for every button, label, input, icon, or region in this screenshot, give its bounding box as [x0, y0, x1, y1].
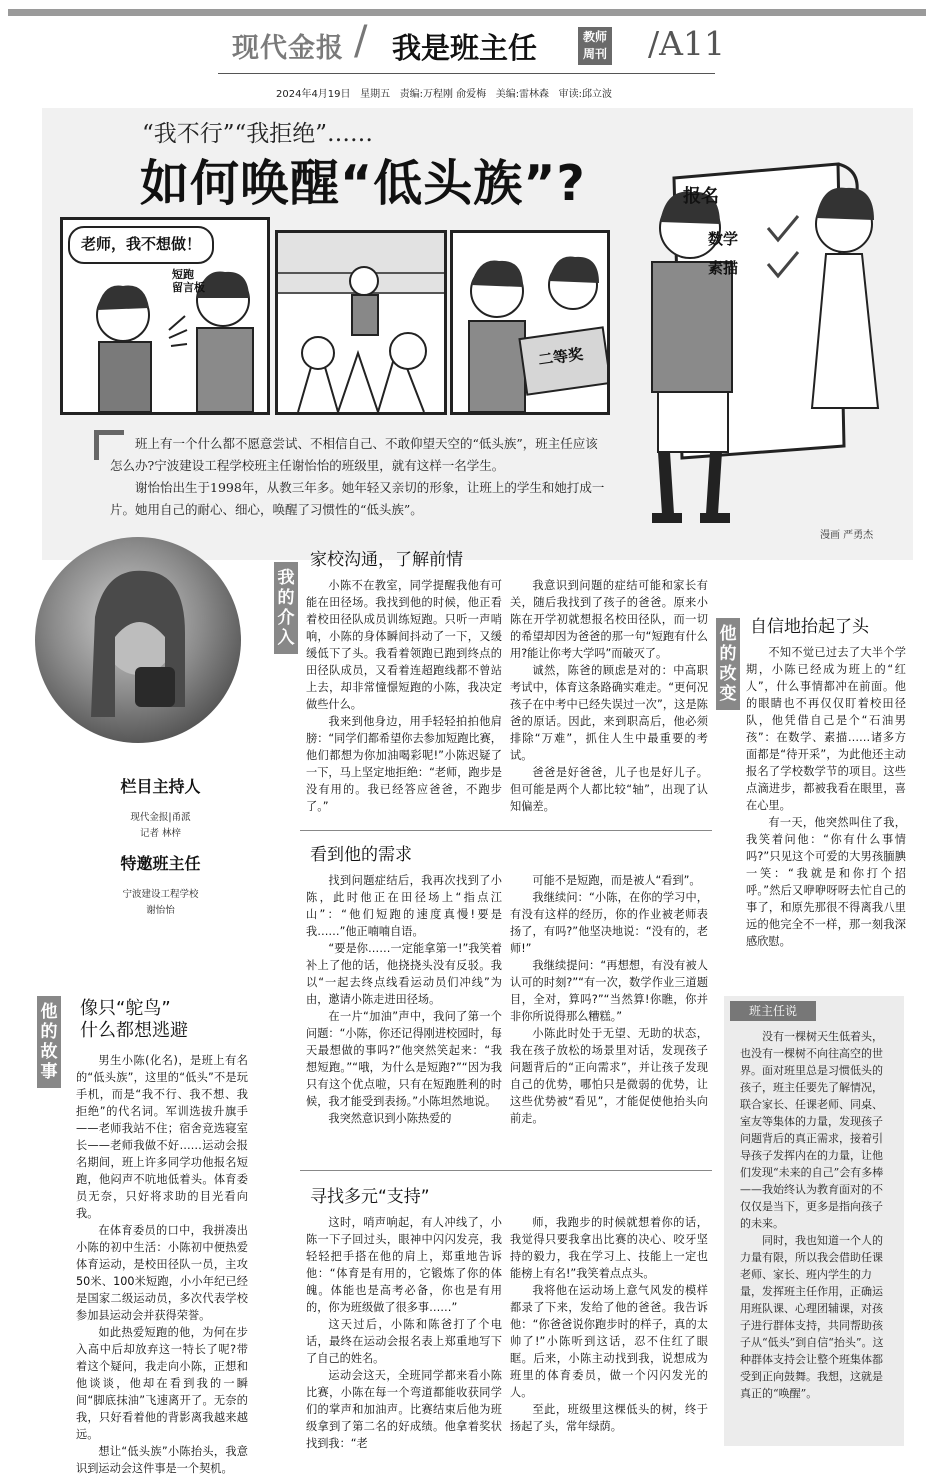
- teacher-note-text: [740, 1028, 890, 1402]
- change-para1: 不知不觉已过去了大半个学期，小陈已经成为班上的“红人”，什么事情都冲在前面。他的眼睛也不再仅仅盯着校田径队，他凭借自己是个“石油男孩”：在数学、素描……诸多方面都是“待开采”，为此他还主动报名了学校数学节的项目。这些点滴进步，都被我看在眼里，喜在心里。: [746, 646, 906, 812]
- story-para4: 想让“低头族”小陈抬头，我意识到运动会这件事是一个契机。: [76, 1445, 248, 1475]
- section2-title: 看到他的需求: [310, 845, 412, 865]
- top-rule-bar: [8, 9, 926, 16]
- intro-paragraphs: [110, 433, 608, 521]
- section1-col1-para2: 我来到他身边，用手轻轻拍拍他肩膀：“同学们都希望你去参加短跑比赛，他们都想为你加油喝彩呢!”小陈迟疑了一下，马上坚定地拒绝：“老师，跑步是没有用的。我已经答应爸爸，不跑步了。”: [306, 715, 502, 813]
- comic-panel-2: [275, 230, 447, 415]
- section2-col2-para1: 可能不是短跑，而是被人“看到”。: [532, 874, 701, 887]
- section3-column1: [306, 1214, 502, 1452]
- masthead-rule: [218, 73, 715, 74]
- change-title: 自信地抬起了头: [750, 617, 869, 637]
- tab-my-intervention: 我的介入: [274, 562, 298, 654]
- section3-col1-para2: 这天过后，小陈和陈爸打了个电话，最终在运动会报名表上郑重地写下了自己的姓名。: [306, 1318, 502, 1365]
- section3-col1-para3: 运动会这天，全班同学都来看小陈比赛，小陈在每一个弯道都能收获同学们的掌声和加油声。比赛结束后他为班级拿到了第二名的好成绩。他拿着奖状找到我：“老: [306, 1369, 502, 1450]
- section1-column2: [510, 577, 708, 815]
- comic-student-progress-illustration: [612, 158, 912, 530]
- tab-his-change: 他的改变: [716, 618, 740, 710]
- section2-col1-para4: 我突然意识到小陈热爱的: [328, 1112, 452, 1125]
- comic-word-sprint: 短跑: [172, 268, 194, 281]
- comic-word-sketch: 素描: [708, 259, 739, 277]
- section2-col2-para4: 小陈此时处于无望、无助的状态，我在孩子放松的场景里对话，发现孩子问题背后的“正向需求”，并让孩子发现自己的优势，哪怕只是微弱的优势，让这些优势被“看见”，才能促使他抬头向前走。: [510, 1027, 708, 1125]
- masthead-separator: /: [354, 18, 368, 64]
- story-para1: 男生小陈(化名)，是班上有名的“低头族”，这里的“低头”不是玩手机，而是“我不行、我不想、我拒绝”的代名词。军训选拔升旗手——老师我站不住；宿舍竞选寝室长——老师我做不好……运动会报名期间，班上许多同学功他报名短跑，他闷声不吭地低着头。体育委员无奈，只好将求助的目光看向我。: [76, 1054, 248, 1220]
- intro-paragraph-2: 谢怡怡出生于1998年，从教三年多。她年轻又亲切的形象，让班上的学生和她打成一片。她用自己的耐心、细心，唤醒了习惯性的“低头族”。: [110, 480, 605, 517]
- section3-col1-para1: 这时，哨声响起，有人冲线了，小陈一下子回过头，眼神中闪闪发亮，我轻轻把手搭在他的肩上，郑重地告诉他：“体育是有用的，它锻炼了你的体魄。体能也是高考必备，你也是有用的，你为班级做了很多事……”: [306, 1216, 502, 1314]
- comic-word-math: 数学: [708, 230, 739, 248]
- headline: 如何唤醒“低头族”?: [140, 155, 586, 212]
- weekly-badge: [578, 27, 612, 65]
- section1-column1: [306, 577, 502, 815]
- story-title-line2: 什么都想逃避: [80, 1020, 188, 1041]
- section3-title: 寻找多元“支持”: [310, 1187, 430, 1207]
- comic-panel-3: [450, 230, 610, 415]
- host-line1: 现代金报|甬派: [130, 812, 191, 823]
- teacher-avatar: [35, 537, 241, 743]
- teacher-note-label: 班主任说: [730, 1001, 816, 1021]
- comic-award-illustration: [453, 233, 607, 412]
- intro-paragraph-1: 班上有一个什么都不愿意尝试、不相信自己、不敢仰望天空的“低头族”，班主任应该怎么办?宁波建设工程学校班主任谢怡怡的班级里，就有这样一名学生。: [110, 436, 598, 473]
- tab-his-story: 他的故事: [37, 996, 61, 1088]
- section-title: 我是班主任: [392, 31, 538, 65]
- illustration-credit: 漫画 严勇杰: [820, 530, 874, 541]
- section2-col1-para2: “要是你……一定能拿第一!”我笑着补上了他的话，他挠挠头没有反驳。我以“一起去终点线看运动员们冲线”为由，邀请小陈走进田径场。: [306, 942, 502, 1006]
- section3-column2: [510, 1214, 708, 1435]
- comic-team-celebration-illustration: [278, 233, 444, 412]
- guest-line1: 宁波建设工程学校: [122, 889, 199, 900]
- teacher-note-para1: 没有一棵树天生低着头，也没有一棵树不向往高空的世界。面对班里总是习惯低头的孩子，班主任要先了解情况，联合家长、任课老师、同桌、室友等集体的力量，发现孩子问题背后的真正需求，接着引导孩子发挥内在的力量，让他们发现“未来的自己”会有多棒——我始终认为教育面对的不仅仅是当下，更多是指向孩子的未来。: [740, 1030, 884, 1230]
- host-title: 栏目主持人: [120, 777, 201, 796]
- section1-title: 家校沟通，了解前情: [310, 550, 463, 570]
- comic-word-signup: 报名: [683, 186, 719, 207]
- story-column: [76, 1052, 248, 1477]
- column-host-box: [78, 758, 243, 916]
- section2-col2-para2: 我继续问：“小陈，在你的学习中，有没有这样的经历，你的作业被老师表扬了，有吗?”他坚决地说：“没有的，老师!”: [510, 891, 708, 955]
- teacher-portrait-illustration: [35, 537, 241, 743]
- section2-column2: [510, 872, 708, 1127]
- guest-line2: 谢怡怡: [146, 905, 175, 916]
- publication-name: 现代金报: [232, 33, 344, 64]
- section2-col1-para3: 在一片“加油”声中，我问了第一个问题：“小陈，你还记得刚进校园时，每天最想做的事吗?”他突然笑起来：“我想短跑。”“哦，为什么是短跑?”“因为我只有这个优点啦，只有在短跑胜利的时候，我才能受到表扬。”小陈坦然地说。: [306, 1010, 502, 1108]
- story-para2: 在体育委员的口中，我拼凑出小陈的初中生活：小陈初中便热爱体育运动，是校田径队一员，主攻50米、100米短跑，小小年纪已经是国家二级运动员，多次代表学校参加县运动会并获得荣誉。: [76, 1224, 248, 1322]
- award-certificate-text: 二等奖: [537, 344, 585, 370]
- change-para2: 有一天，他突然叫住了我，我笑着问他：“你有什么事情吗?”只见这个可爱的大男孩腼腆一笑：“我就是和你打个招呼。”然后又咿咿呀呀去忙自己的事了，和原先那很不得离我八里远的他完全不一样，那一刻我深感欣慰。: [746, 816, 906, 948]
- badge-line2: 周刊: [582, 47, 607, 61]
- page-number: /A11: [648, 24, 725, 63]
- story-para3: 如此热爱短跑的他，为何在步入高中后却放弃这一特长了呢?带着这个疑问，我走向小陈，正想和他谈谈，他却在看到我的一瞬间“脚底抹油”飞速离开了。无奈的我，只好看着他的背影离我越来越远。: [76, 1326, 248, 1441]
- section2-col2-para3: 我继续提问：“再想想，有没有被人认可的时刻?”“有一次，数学作业三道题目，全对，算吗?”“当然算!你瞧，你并非你所说得那么糟糕。”: [510, 959, 708, 1023]
- comic-word-board: 留言板: [172, 281, 205, 294]
- section-divider-2: [300, 1170, 712, 1171]
- comic-label-sprint: [172, 268, 205, 294]
- story-title-line1: 像只“鸵鸟”: [80, 998, 171, 1019]
- speech-bubble: 老师，我不想做！: [68, 226, 214, 264]
- change-column: [746, 644, 906, 950]
- section3-col2-para3: 至此，班级里这棵低头的树，终于扬起了头，常年绿荫。: [510, 1403, 708, 1433]
- section1-col1-para1: 小陈不在教室，同学提醒我他有可能在田径场。我找到他的时候，他正看着校田径队成员训练短跑。只听一声哨响，小陈的身体瞬间抖动了一下，又缓缓低下了头。我看着领跑已跑到终点的田径队成员，又看着连超跑线都不曾站上去，却非常憧憬短跑的小陈，我决定做些什么。: [306, 579, 502, 711]
- section-divider-1: [300, 830, 712, 831]
- dateline: 2024年4月19日 星期五 责编:万程刚 俞爱梅 美编:雷林森 审读:邱立波: [276, 89, 612, 100]
- badge-line1: 教师: [582, 30, 607, 44]
- section1-col2-para2: 诚然，陈爸的顾虑是对的：中高职考试中，体育这条路确实难走。“更何况孩子在中考中已经失误过一次”，这是陈爸的原话。因此，来到职高后，他必须排除“万难”，抓住人生中最重要的考试。: [510, 664, 708, 762]
- section3-col2-para2: 我将他在运动场上意气风发的模样都录了下来，发给了他的爸爸。我告诉他：“你爸爸说你跑步时的样子，真的太帅了!”小陈听到这话，忍不住红了眼眶。后来，小陈主动找到我，说想成为班里的体育委员，做一个闪闪发光的人。: [510, 1284, 708, 1399]
- section1-col2-para1: 我意识到问题的症结可能和家长有关，随后我找到了孩子的爸爸。原来小陈在开学初就想报名校田径队，而一切的希望却因为爸爸的那一句“短跑有什么用?能让你考大学吗”而破灭了。: [510, 579, 708, 660]
- section2-col1-para1: 找到问题症结后，我再次找到了小陈，此时他正在田径场上“指点江山”：“他们短跑的速度真慢!要是我……”他正喃喃自语。: [306, 874, 502, 938]
- section3-col2-para1: 师，我跑步的时候就想着你的话，我觉得只要我拿出比赛的决心、咬牙坚持的毅力，我在学习上、技能上一定也能榜上有名!”我笑着点点头。: [510, 1216, 708, 1280]
- headline-kicker: “我不行”“我拒绝”……: [142, 121, 374, 147]
- teacher-note-para2: 同时，我也知道一个人的力量有限，所以我会借助任课老师、家长、班内学生的力量，发挥班主任作用，正确运用班队课、心理团辅课，对孩子进行群体支持，共同帮助孩子从“低头”到自信“抬头”。这种群体支持会让整个班集体都受到正向鼓舞。我想，这就是真正的“唤醒”。: [740, 1234, 884, 1400]
- section1-col2-para3: 爸爸是好爸爸，儿子也是好儿子。但可能是两个人都比较“轴”，出现了认知偏差。: [510, 766, 708, 813]
- host-line2: 记者 林梓: [139, 828, 182, 839]
- section2-column1: [306, 872, 502, 1127]
- guest-title: 特邀班主任: [120, 854, 201, 873]
